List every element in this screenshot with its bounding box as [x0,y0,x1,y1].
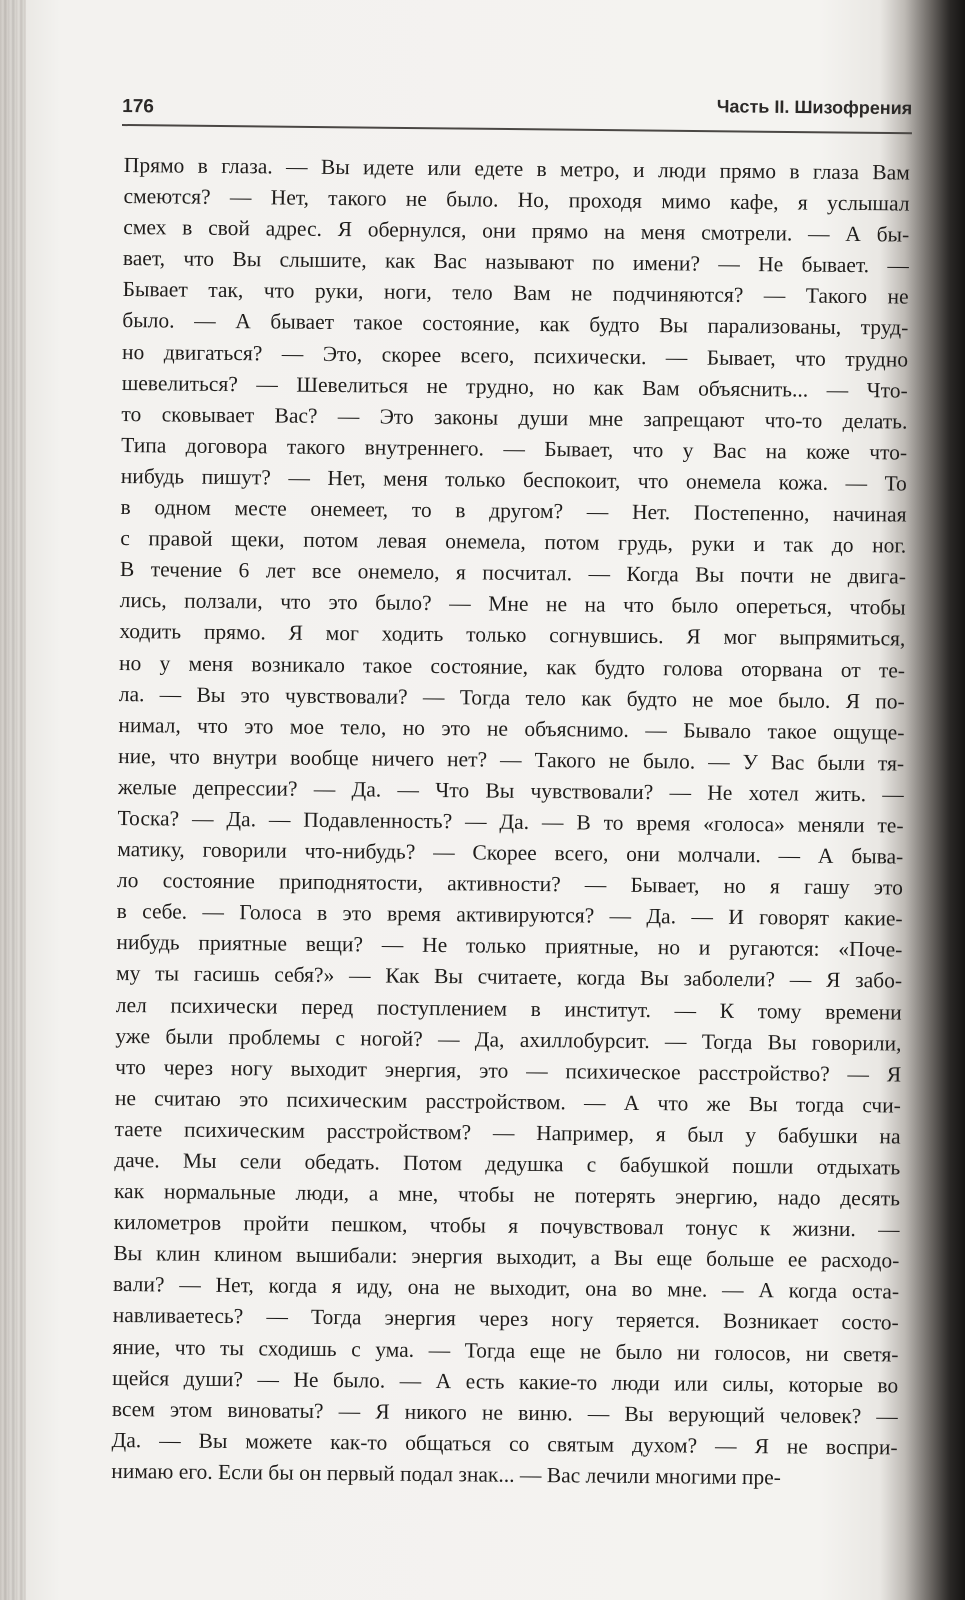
text-line: но у меня возникало такое состояние, как будто голова оторвана от те- [118,650,906,683]
text-line: смеются? — Нет, такого не было. Но, проходя мимо кафе, я услышал [123,184,910,216]
text-line: яние, что ты сходишь с ума. — Тогда еще не было ни голосов, ни светя- [112,1334,899,1367]
text-line: с правой щеки, потом левая онемела, потом грудь, руки и так до ног. [120,526,907,558]
text-line: нибудь пишут? — Нет, меня только беспокоит, что онемела кожа. — То [120,463,907,496]
text-line: му ты гасишь себя?» — Как Вы считаете, когда Вы заболели? — Я забо- [115,961,903,993]
text-line: В течение 6 лет все онемело, я посчитал. — Когда Вы почти не двига- [119,557,907,589]
body-text [111,150,910,1557]
text-line: всем этом виноваты? — Я никого не виню. — Вы верующий человек? — [111,1396,898,1429]
text-line: Вы клин клином вышибали: энергия выходит, а Вы еще больше ее расходо- [113,1241,900,1273]
text-line: лел психически перед поступлением в институт. — К тому времени [115,992,902,1025]
text-line: в себе. — Голоса в это время активируются? — Да. — И говорят какие- [116,899,903,931]
text-line: Тоска? — Да. — Подавленность? — Да. — В то время «голоса» меняли те- [117,805,904,838]
running-head: Часть II. Шизофрения [716,96,913,119]
text-line: смех в свой адрес. Я обернулся, они прямо на меня смотрели. — А бы- [123,215,910,247]
text-line: шевелиться? — Шевелиться не трудно, но как Вам объяснить... — Что- [121,370,908,403]
book-spine-shadow [0,0,26,1600]
text-line: нибудь приятные вещи? — Не только приятные, но и ругаются: «Поче- [116,930,903,962]
text-line: километров пройти пешком, чтобы я почувствовал тонус к жизни. — [113,1210,900,1242]
text-line: ла. — Вы это чувствовали? — Тогда тело как будто не мое было. Я по- [118,681,905,714]
text-line: в одном месте онемеет, то в другом? — Нет. Постепенно, начиная [120,495,907,527]
text-line: нимал, что это мое тело, но это не объяснимо. — Бывало такое ощуще- [118,712,905,745]
text-line: ло состояние приподнятости, активности? — Бывает, но я гашу это [116,868,904,900]
text-line: как нормальные люди, а мне, чтобы не потерять энергию, надо десять [113,1179,901,1211]
text-line: не считаю это психическим расстройством. — А что же Вы тогда счи- [114,1085,901,1118]
text-line: даче. Мы сели обедать. Потом дедушка с бабушкой пошли отдыхать [114,1147,901,1180]
text-line: нимаю его. Если бы он первый подал знак... — Вас лечили многими пре- [111,1458,782,1490]
text-line: вали? — Нет, когда я иду, она не выходит, она во мне. — А когда оста- [112,1272,900,1304]
text-line: ние, что внутри вообще ничего нет? — Такого не было. — У Вас были тя- [118,743,905,776]
text-line: лись, ползали, что это было? — Мне не на что было опереться, чтобы [119,588,906,620]
text-line: то сковывает Вас? — Это законы души мне запрещают что-то делать. [121,401,908,434]
page-number: 176 [122,96,155,118]
text-line: вает, что Вы слышите, как Вас называют по имени? — Не бывает. — [122,246,910,278]
text-line: уже были проблемы с ногой? — Да, ахиллобурсит. — Тогда Вы говорили, [115,1023,902,1056]
text-line: Да. — Вы можете как-то общаться со святым духом? — Я не воспри- [111,1427,898,1460]
text-line: желые депрессии? — Да. — Что Вы чувствовали? — Не хотел жить. — [117,774,904,807]
text-line: было. — А бывает такое состояние, как будто Вы парализованы, труд- [122,308,909,341]
text-line: что через ногу выходит энергия, это — психическое расстройство? — Я [115,1054,902,1087]
text-line: щейся души? — Не было. — А есть какие-то люди или силы, которые во [112,1365,899,1398]
page-header [122,90,912,134]
text-line: ходить прямо. Я мог ходить только согнувшись. Я мог выпрямиться, [119,619,906,651]
text-line: Типа договора такого внутреннего. — Бывает, что у Вас на коже что- [121,432,908,465]
text-line: таете психическим расстройством? — Например, я был у бабушки на [114,1116,901,1149]
text-line: матику, говорили что-нибудь? — Скорее всего, они молчали. — А быва- [117,837,904,869]
text-line: но двигаться? — Это, скорее всего, психически. — Бывает, что трудно [121,339,909,372]
text-line: навливаетесь? — Тогда энергия через ногу теряется. Возникает состо- [112,1303,899,1335]
text-line: Бывает так, что руки, ноги, тело Вам не подчиняются? — Такого не [122,277,909,309]
text-line: Прямо в глаза. — Вы идете или едете в метро, и люди прямо в глаза Вам [123,152,910,185]
